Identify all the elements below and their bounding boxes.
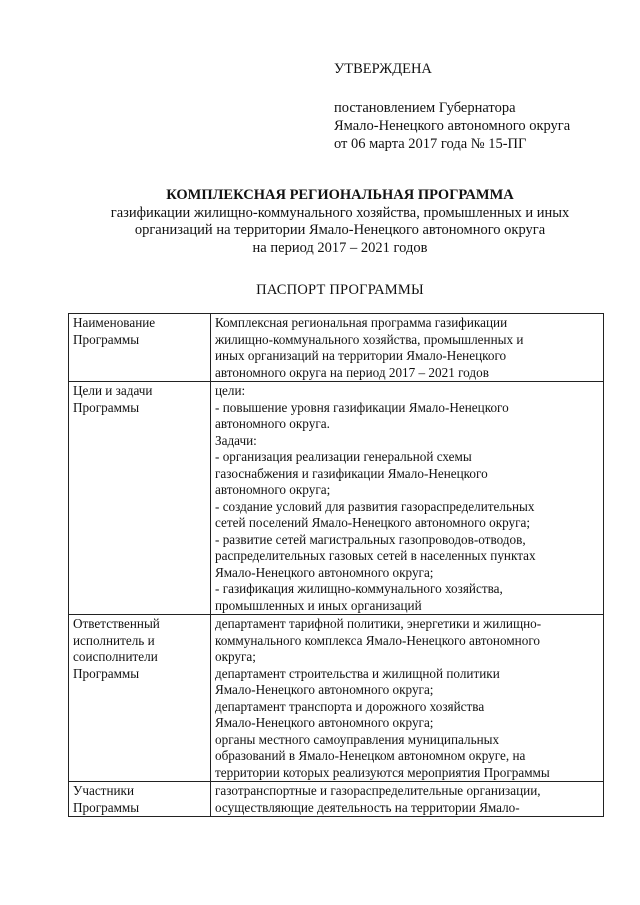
value-line: территории которых реализуются мероприятия Программы (215, 764, 550, 780)
program-subtitle-line: организаций на территории Ямало-Ненецкого автономного округа (134, 222, 546, 238)
value-line: автономного округа на период 2017 – 2021 годов (215, 364, 489, 380)
value-line: образований в Ямало-Ненецком автономном округе, на (215, 748, 526, 763)
label-line: Участники (73, 783, 135, 798)
label-line: Программы (73, 799, 140, 815)
value-line: департамент транспорта и дорожного хозяйства (215, 698, 485, 714)
approval-block (334, 60, 634, 153)
value-line: - создание условий для развития газораспределительных (215, 498, 535, 514)
value-line: округа; (215, 649, 256, 664)
passport-row (69, 615, 604, 782)
passport-row-value (211, 782, 604, 817)
passport-row-value (211, 314, 604, 382)
label-line: Программы (73, 331, 140, 347)
passport-row (69, 382, 604, 615)
label-line: Цели и задачи (73, 383, 153, 398)
passport-row (69, 314, 604, 382)
program-title-block (40, 187, 640, 257)
value-line: сетей поселений Ямало-Ненецкого автономного округа; (215, 515, 531, 530)
value-line: Ямало-Ненецкого автономного округа; (215, 715, 434, 730)
program-subtitle-line: газификации жилищно-коммунального хозяйства, промышленных и иных (110, 204, 570, 221)
value-line: автономного округа. (215, 416, 330, 431)
passport-row (69, 782, 604, 817)
passport-table (68, 313, 604, 817)
value-line: органы местного самоуправления муниципальных (215, 731, 500, 747)
program-subtitle-line: на период 2017 – 2021 годов (252, 239, 428, 256)
value-line: осуществляющие деятельность на территории Ямало- (215, 799, 520, 815)
label-line: соисполнители (73, 649, 158, 664)
approval-line: Ямало-Ненецкого автономного округа (334, 118, 571, 134)
passport-row-label (69, 382, 211, 615)
value-line: иных организаций на территории Ямало-Ненецкого (215, 348, 507, 363)
value-line: автономного округа; (215, 482, 331, 497)
value-line: - повышение уровня газификации Ямало-Ненецкого (215, 399, 509, 415)
passport-row-label (69, 782, 211, 817)
value-line: газоснабжения и газификации Ямало-Ненецкого (215, 465, 488, 481)
label-line: Наименование (73, 315, 156, 330)
value-line: департамент строительства и жилищной политики (215, 665, 500, 681)
approval-line: от 06 марта 2017 года № 15-ПГ (334, 136, 527, 152)
value-line: Комплексная региональная программа газификации (215, 315, 508, 330)
passport-row-value (211, 615, 604, 782)
value-line: коммунального комплекса Ямало-Ненецкого автономного (215, 632, 541, 648)
passport-row-value (211, 382, 604, 615)
program-title: КОМПЛЕКСНАЯ РЕГИОНАЛЬНАЯ ПРОГРАММА (166, 187, 514, 203)
value-line: - развитие сетей магистральных газопроводов-отводов, (215, 531, 526, 547)
label-line: Программы (73, 399, 140, 415)
value-line: распределительных газовых сетей в населенных пунктах (215, 548, 536, 563)
value-line: газотранспортные и газораспределительные организации, (215, 783, 541, 798)
value-line: Ямало-Ненецкого автономного округа; (215, 682, 434, 697)
passport-table-body (69, 314, 604, 817)
value-line: цели: (215, 383, 246, 398)
value-line: жилищно-коммунального хозяйства, промышленных и (215, 331, 524, 347)
value-line: промышленных и иных организаций (215, 597, 422, 613)
value-line: департамент тарифной политики, энергетики и жилищно- (215, 616, 542, 631)
passport-title: ПАСПОРТ ПРОГРАММЫ (256, 282, 424, 298)
label-line: Ответственный (73, 616, 160, 631)
value-line: Задачи: (215, 432, 257, 448)
approved-stamp-text: УТВЕРЖДЕНА (334, 61, 432, 77)
passport-row-label (69, 615, 211, 782)
value-line: Ямало-Ненецкого автономного округа; (215, 564, 434, 580)
passport-row-label (69, 314, 211, 382)
approval-line: постановлением Губернатора (334, 100, 516, 116)
value-line: - газификация жилищно-коммунального хозяйства, (215, 581, 503, 596)
value-line: - организация реализации генеральной схемы (215, 449, 472, 464)
label-line: исполнитель и (73, 632, 155, 648)
label-line: Программы (73, 665, 140, 681)
